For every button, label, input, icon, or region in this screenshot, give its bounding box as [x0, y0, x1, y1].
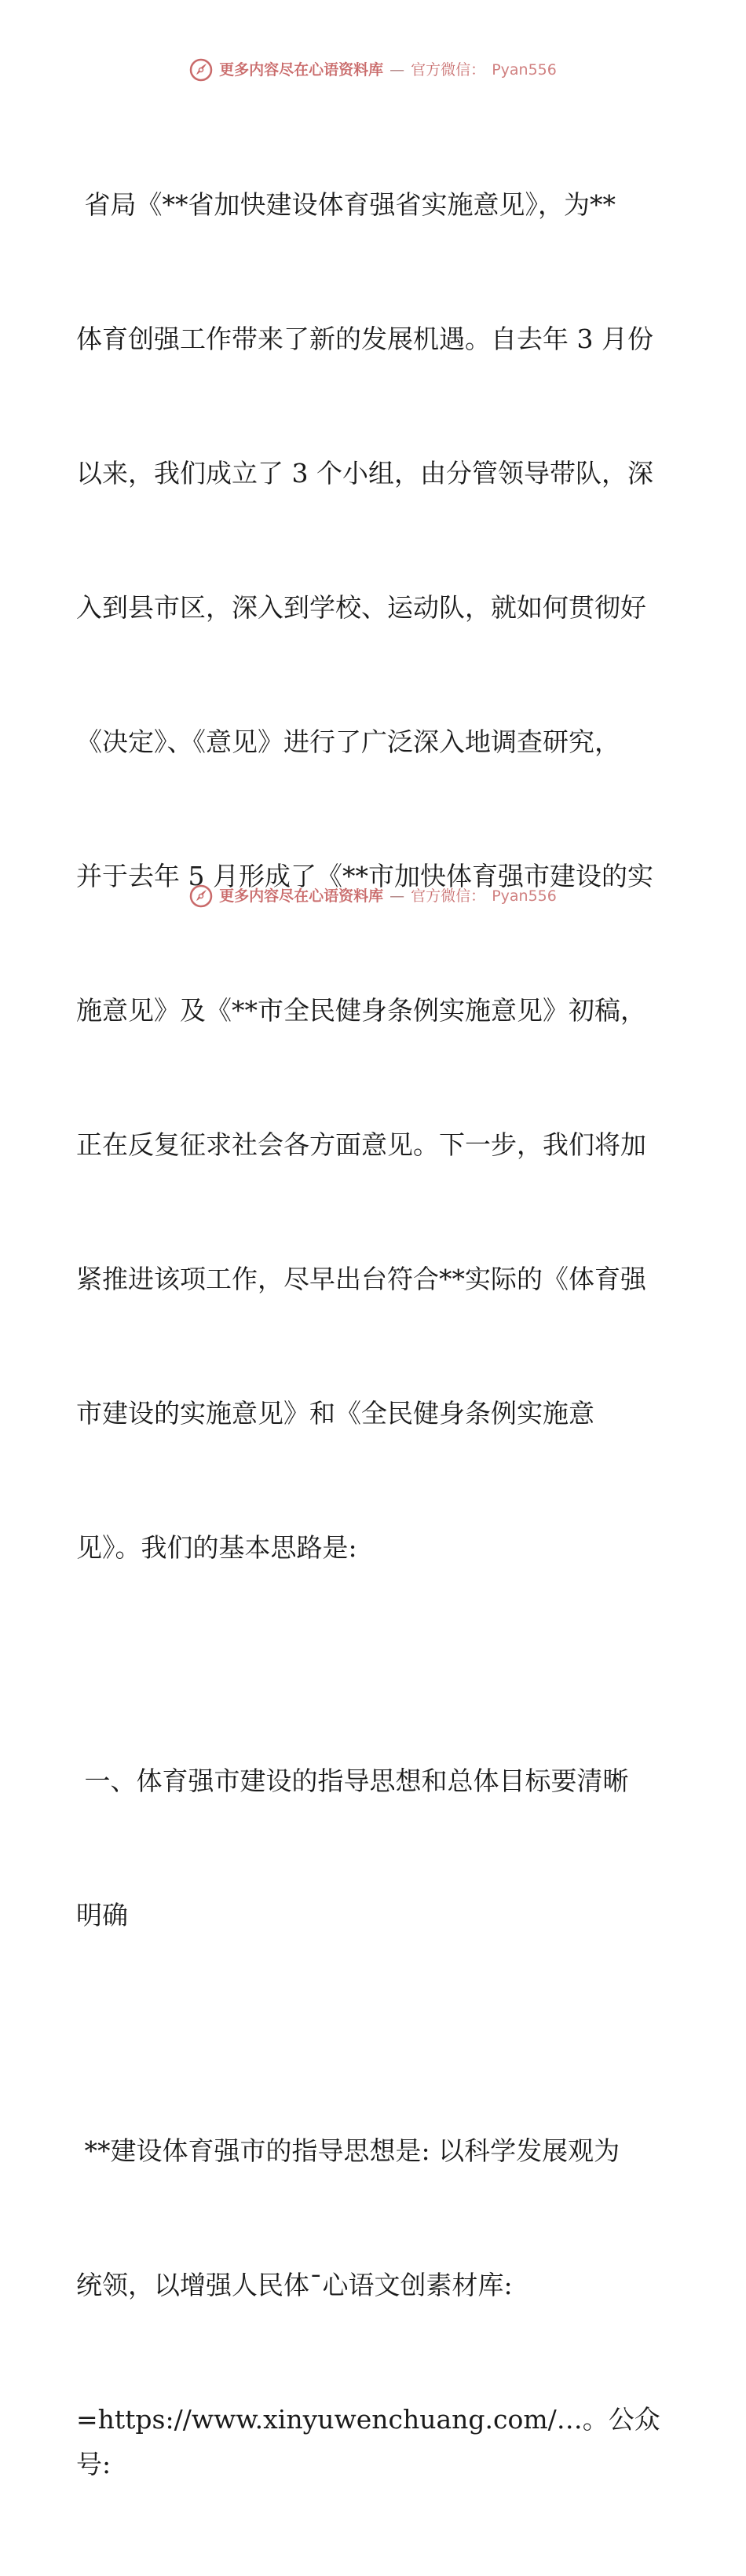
- text-line: 体育创强工作带来了新的发展机遇。自去年 3 月份: [76, 324, 653, 354]
- heading-line: 明确: [76, 1900, 128, 1930]
- paragraph-intro: [76, 93, 673, 1659]
- text-line: 《决定》、《意见》进行了广泛深入地调查研究，: [76, 726, 620, 757]
- text-line: 以来，我们成立了 3 个小组，由分管领导带队，深: [76, 458, 653, 488]
- heading-line: 一、体育强市建设的指导思想和总体目标要清晰: [76, 1766, 629, 1796]
- circle-feather-logo-icon: [189, 58, 213, 82]
- text-line: 统领，以增强人民体¯心语文创素材库:: [76, 2270, 513, 2300]
- text-line: 见》。我们的基本思路是:: [76, 1532, 357, 1563]
- watermark-label: 官方微信：: [411, 887, 486, 905]
- text-line: 紧推进该项工作，尽早出台符合**实际的《体育强: [76, 1264, 646, 1294]
- paragraph-guiding-idea: [76, 2039, 673, 2576]
- text-line: **建设体育强市的指导思想是: 以科学发展观为: [76, 2135, 620, 2166]
- section-heading: [76, 1669, 673, 2027]
- text-line: 入到县市区，深入到学校、运动队，就如何贯彻好: [76, 592, 646, 623]
- text-line: =https://www.xinyuwenchuang.com/…。公众号:: [76, 2404, 660, 2479]
- watermark-id: Pyan556: [492, 61, 557, 79]
- watermark-brand: 更多内容尽在心语资料库: [219, 61, 384, 79]
- text-line: 并于去年 5 月形成了《**市加快体育强市建设的实: [76, 861, 653, 891]
- text-line: 施意见》及《**市全民健身条例实施意见》初稿，: [76, 995, 646, 1026]
- watermark-brand: 更多内容尽在心语资料库: [219, 887, 384, 905]
- text-line: 正在反复征求社会各方面意见。下一步，我们将加: [76, 1129, 646, 1160]
- watermark-footer: [0, 884, 746, 908]
- watermark-header: [0, 58, 746, 82]
- watermark-label: 官方微信：: [411, 61, 486, 79]
- text-line: 省局《**省加快建设体育强省实施意见》，为**: [76, 189, 616, 220]
- watermark-id: Pyan556: [492, 887, 557, 905]
- watermark-dash: —: [389, 61, 405, 79]
- text-line: 市建设的实施意见》和《全民健身条例实施意: [76, 1398, 594, 1429]
- watermark-dash: —: [389, 887, 405, 905]
- circle-feather-logo-icon: [189, 884, 213, 908]
- document-body: [76, 93, 673, 2576]
